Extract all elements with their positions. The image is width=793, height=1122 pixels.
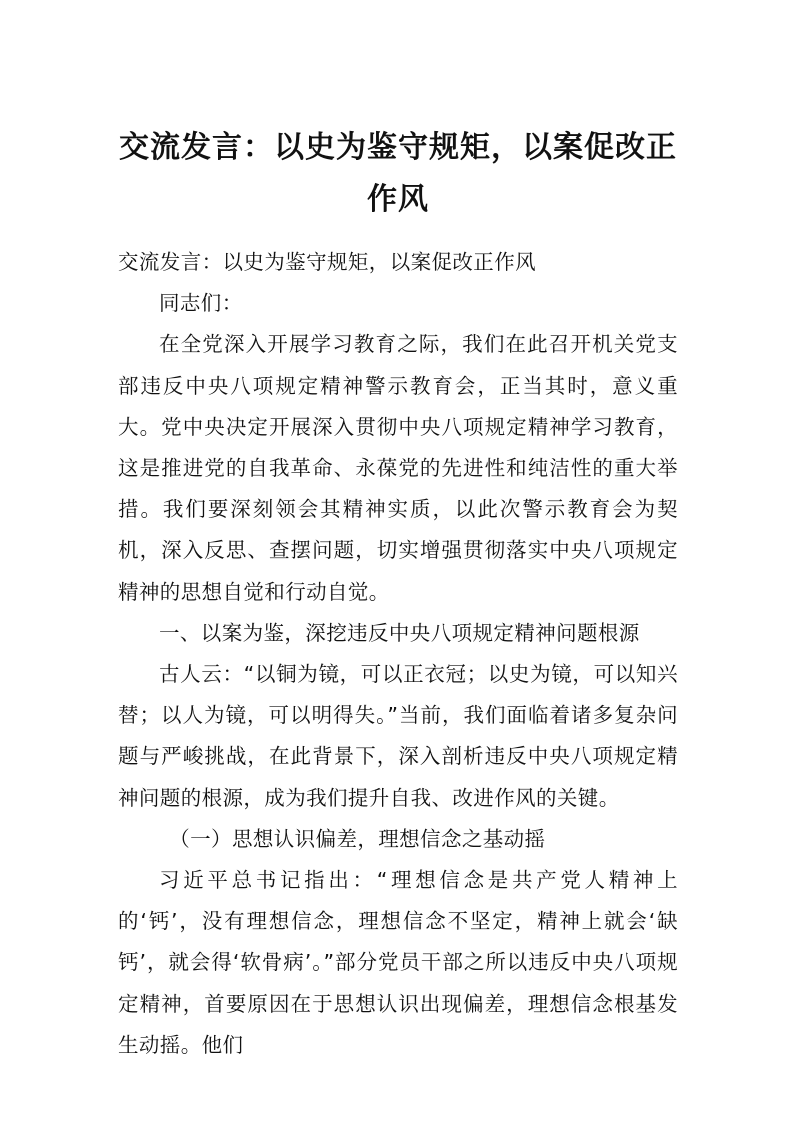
section-heading-1: 一、以案为鉴，深挖违反中央八项规定精神问题根源 — [159, 620, 640, 645]
subsection-heading-1: （一）思想认识偏差，理想信念之基动摇 — [169, 826, 546, 851]
subtitle-paragraph: 交流发言：以史为鉴守规矩，以案促改正作风 — [118, 250, 536, 274]
document-body — [118, 242, 678, 1066]
salutation-paragraph: 同志们： — [159, 291, 243, 316]
document-title: 交流发言：以史为鉴守规矩，以案促改正作风 — [119, 130, 677, 217]
intro-paragraph: 在全党深入开展学习教育之际，我们在此召开机关党支部违反中央八项规定精神警示教育会，正当其时，意义重大。党中央决定开展深入贯彻中央八项规定精神学习教育，这是推进党的自我革命、永葆党的先进性和纯洁性的重大举措。我们要深刻领会其精神实质，以此次警示教育会为契机，深入反思、查摆问题，切实增强贯彻落实中央八项规定精神的思想自觉和行动自觉。 — [118, 332, 678, 604]
body-paragraph: 习近平总书记指出：“理想信念是共产党人精神上的‘钙’，没有理想信念，理想信念不坚定，精神上就会‘缺钙’，就会得‘软骨病’。”部分党员干部之所以违反中央八项规定精神，首要原因在于思想认识出现偏差，理想信念根基发生动摇。他们 — [118, 868, 678, 1057]
quote-paragraph: 古人云：“以铜为镜，可以正衣冠；以史为镜，可以知兴替；以人为镜，可以明得失。”当前，我们面临着诸多复杂问题与严峻挑战，在此背景下，深入剖析违反中央八项规定精神问题的根源，成为我们提升自我、改进作风的关键。 — [118, 662, 678, 810]
